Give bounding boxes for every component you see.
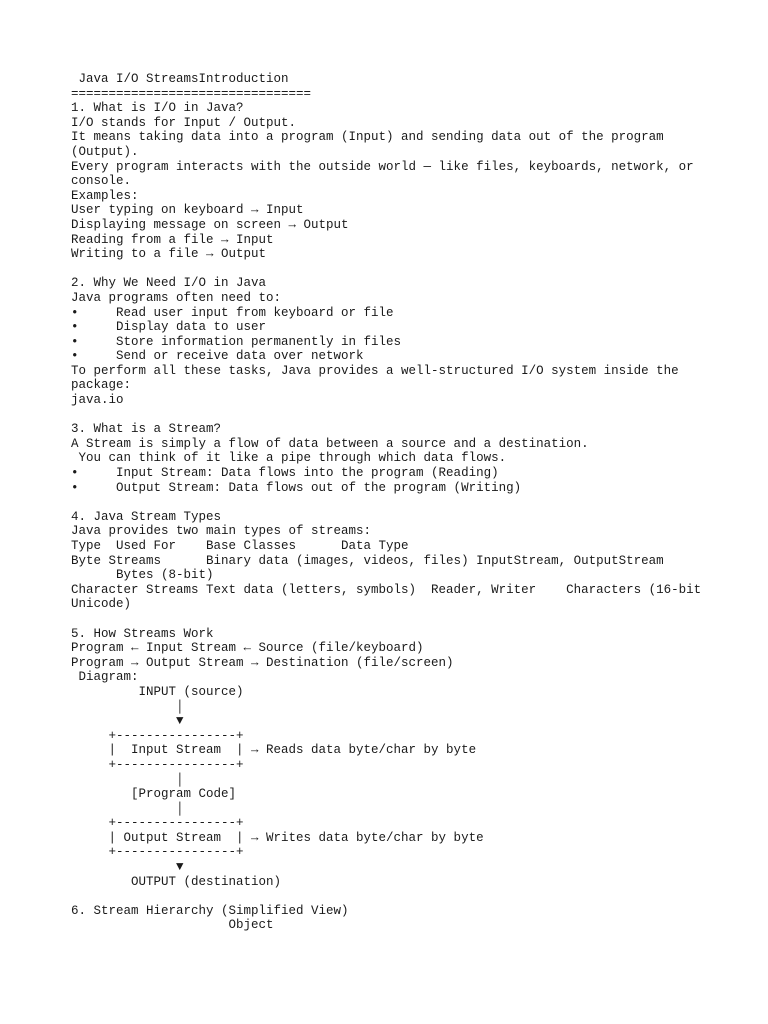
table-row: Byte Streams Binary data (images, videos, files) InputStream, OutputStream bbox=[71, 553, 664, 568]
title-underline: ================================ bbox=[71, 86, 312, 101]
text-line: I/O stands for Input / Output. bbox=[71, 115, 297, 130]
section-heading-what-is-io: 1. What is I/O in Java? bbox=[71, 101, 244, 116]
bullet-item: • Store information permanently in files bbox=[71, 334, 402, 349]
text-line: Java provides two main types of streams: bbox=[71, 524, 372, 539]
example-line: Writing to a file → Output bbox=[71, 247, 267, 262]
blank-line bbox=[71, 408, 711, 423]
diagram-line: | Input Stream | → Reads data byte/char by byte bbox=[71, 743, 477, 758]
text-line: Every program interacts with the outside world — like files, keyboards, network, or bbox=[71, 159, 694, 174]
blank-line bbox=[71, 262, 711, 277]
table-row: Character Streams Text data (letters, symbols) Reader, Writer Characters (16-bit bbox=[71, 582, 702, 597]
diagram-label: Diagram: bbox=[71, 670, 139, 685]
section-heading-stream-types: 4. Java Stream Types bbox=[71, 509, 222, 524]
diagram-line: INPUT (source) bbox=[71, 684, 244, 699]
diagram-line: +----------------+ bbox=[71, 816, 244, 831]
hierarchy-line: Object bbox=[71, 918, 274, 933]
text-line: Java programs often need to: bbox=[71, 290, 282, 305]
text-line: You can think of it like a pipe through which data flows. bbox=[71, 451, 507, 466]
diagram-line: +----------------+ bbox=[71, 757, 244, 772]
text-line: A Stream is simply a flow of data between a source and a destination. bbox=[71, 436, 589, 451]
text-line: Program → Output Stream → Destination (file/screen) bbox=[71, 655, 454, 670]
diagram-line: ▼ bbox=[71, 714, 184, 729]
bullet-item: • Read user input from keyboard or file bbox=[71, 305, 394, 320]
diagram-line: │ bbox=[71, 801, 184, 816]
diagram-line: OUTPUT (destination) bbox=[71, 874, 282, 889]
blank-line bbox=[71, 495, 711, 510]
text-line: console. bbox=[71, 174, 132, 189]
text-line: package: bbox=[71, 378, 132, 393]
table-row: Unicode) bbox=[71, 597, 132, 612]
section-heading-stream-hierarchy: 6. Stream Hierarchy (Simplified View) bbox=[71, 903, 349, 918]
text-line: To perform all these tasks, Java provides a well-structured I/O system inside the bbox=[71, 363, 679, 378]
text-line: (Output). bbox=[71, 144, 139, 159]
blank-line bbox=[71, 612, 711, 627]
bullet-item: • Send or receive data over network bbox=[71, 349, 364, 364]
document-body bbox=[71, 72, 711, 933]
table-row: Bytes (8-bit) bbox=[71, 568, 214, 583]
section-heading-how-streams-work: 5. How Streams Work bbox=[71, 626, 214, 641]
section-heading-what-is-stream: 3. What is a Stream? bbox=[71, 422, 222, 437]
document-title: Java I/O StreamsIntroduction bbox=[71, 72, 289, 86]
example-line: User typing on keyboard → Input bbox=[71, 203, 304, 218]
diagram-line: │ bbox=[71, 772, 184, 787]
example-line: Reading from a file → Input bbox=[71, 232, 274, 247]
text-line: Program ← Input Stream ← Source (file/keyboard) bbox=[71, 641, 424, 656]
bullet-item: • Output Stream: Data flows out of the program (Writing) bbox=[71, 480, 522, 495]
diagram-line: | Output Stream | → Writes data byte/char by byte bbox=[71, 830, 484, 845]
table-header-row: Type Used For Base Classes Data Type bbox=[71, 539, 409, 553]
text-line: It means taking data into a program (Input) and sending data out of the program bbox=[71, 130, 664, 145]
diagram-line: [Program Code] bbox=[71, 787, 237, 802]
diagram-line: +----------------+ bbox=[71, 845, 244, 860]
package-name: java.io bbox=[71, 393, 124, 408]
example-line: Displaying message on screen → Output bbox=[71, 217, 349, 232]
diagram-line: ▼ bbox=[71, 860, 184, 875]
bullet-item: • Input Stream: Data flows into the program (Reading) bbox=[71, 466, 499, 481]
diagram-line: +----------------+ bbox=[71, 728, 244, 743]
diagram-line: │ bbox=[71, 699, 184, 714]
bullet-item: • Display data to user bbox=[71, 320, 267, 335]
section-heading-why-io: 2. Why We Need I/O in Java bbox=[71, 276, 267, 291]
blank-line bbox=[71, 889, 711, 904]
examples-label: Examples: bbox=[71, 188, 139, 203]
